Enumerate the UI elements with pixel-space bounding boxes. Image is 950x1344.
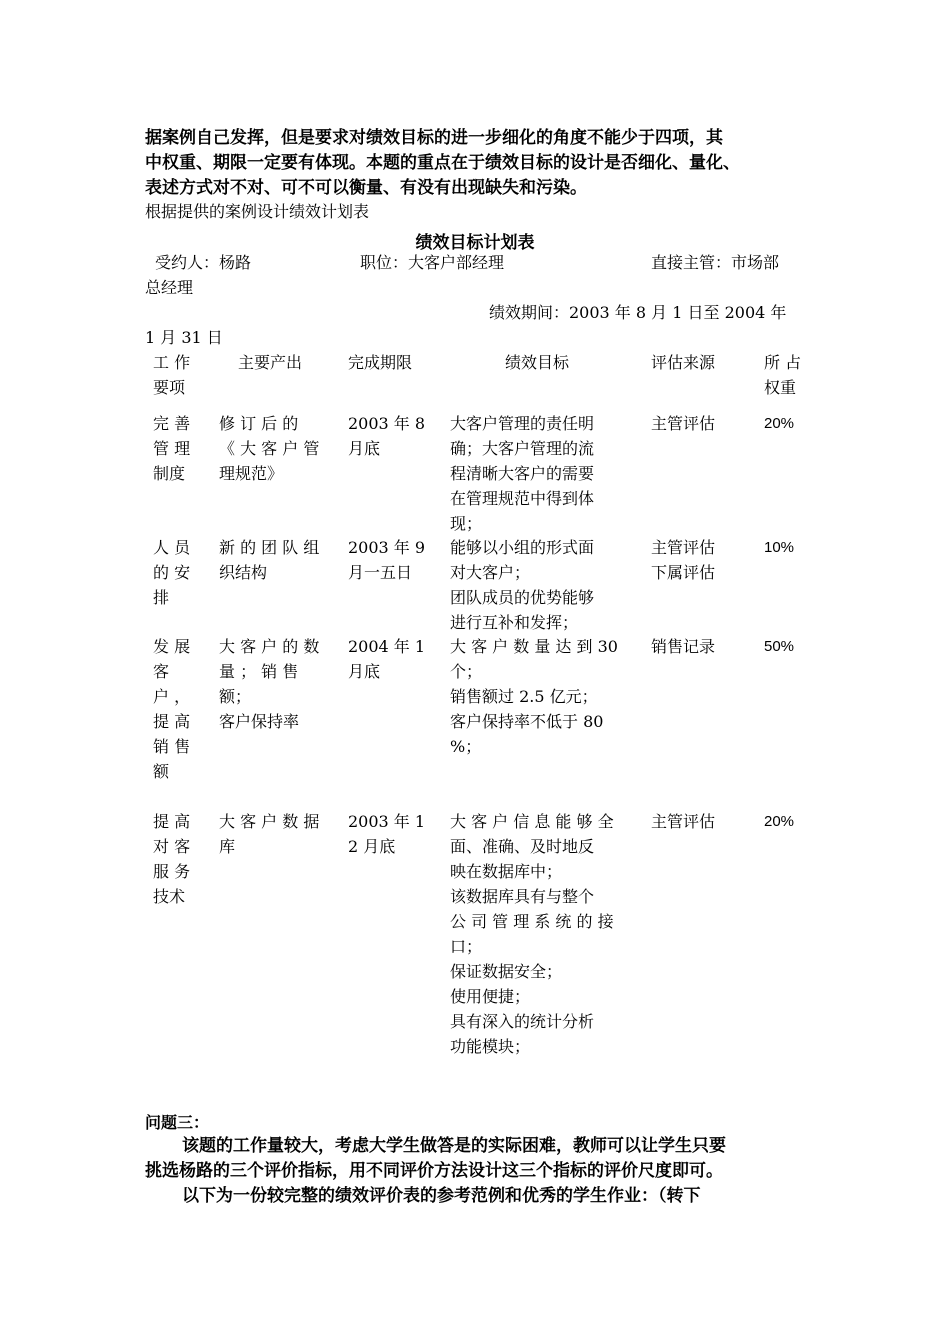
cell-output [219, 411, 331, 486]
cell-line: 提 高 [153, 812, 191, 831]
cell-weight: 10% [764, 539, 795, 556]
supervisor-label-cont: 总经理 [145, 278, 194, 297]
supervisor-label: 直接主管：市场部 [651, 253, 780, 272]
cell-line: 修 订 后 的 [219, 414, 299, 433]
header-item-line: 要项 [153, 378, 186, 397]
cell-goal [450, 535, 633, 635]
cell-line: 人 员 [153, 538, 191, 557]
cell-line: 的 安 [153, 563, 191, 582]
cell-line: 完 善 [153, 414, 191, 433]
question-line: 该题的工作量较大，考虑大学生做答是的实际困难，教师可以让学生只要 [182, 1136, 726, 1156]
cell-line: 发 展 [153, 637, 191, 656]
cell-line: 《 大 客 户 管 [219, 439, 320, 458]
cell-line: 大 客 户 数 据 [219, 812, 320, 831]
cell-line: 管 理 [153, 439, 191, 458]
cell-goal [450, 634, 633, 759]
cell-line: 主管评估 [651, 812, 716, 831]
cell-line: 口； [450, 937, 483, 956]
cell-line: 制度 [153, 464, 186, 483]
intro-line: 表述方式对不对、可不可以衡量、有没有出现缺失和污染。 [145, 178, 587, 198]
cell-line: 大 客 户 的 数 [219, 637, 320, 656]
cell-item [153, 411, 203, 486]
task-line: 根据提供的案例设计绩效计划表 [145, 202, 370, 221]
header-deadline: 完成期限 [348, 353, 413, 372]
cell-line: 额； [219, 687, 252, 706]
header-weight-line: 权重 [764, 378, 797, 397]
cell-line: 库 [219, 837, 236, 856]
cell-weight: 50% [764, 638, 795, 655]
cell-line: 确；大客户管理的流 [450, 439, 595, 458]
header-output: 主要产出 [238, 353, 303, 372]
cell-weight: 20% [764, 813, 795, 830]
cell-line: 量 ； 销 售 [219, 662, 299, 681]
period-label: 绩效期间：2003 年 8 月 1 日至 2004 年 [489, 303, 787, 322]
cell-line: 理规范》 [219, 464, 284, 483]
cell-source [651, 535, 741, 585]
cell-line: 服 务 [153, 862, 191, 881]
cell-weight: 20% [764, 415, 795, 432]
cell-line: 户 ， [153, 687, 191, 706]
cell-line: 主管评估 [651, 538, 716, 557]
header-item-line: 工 作 [153, 353, 191, 372]
header-goal: 绩效目标 [505, 353, 570, 372]
cell-line: 技术 [153, 887, 186, 906]
cell-line: %； [450, 737, 482, 756]
table-title: 绩效目标计划表 [415, 233, 535, 253]
recipient-label: 受约人：杨路 [155, 253, 252, 272]
cell-line: 月底 [348, 439, 381, 458]
cell-line: 大 客 户 数 量 达 到 30 [450, 637, 618, 656]
cell-line: 面、准确、及时地反 [450, 837, 595, 856]
cell-line: 额 [153, 762, 170, 781]
cell-line: 2003 年 9 [348, 538, 426, 557]
cell-line: 保证数据安全； [450, 962, 563, 981]
cell-line: 程清晰大客户的需要 [450, 464, 595, 483]
cell-line: 下属评估 [651, 563, 716, 582]
cell-line: 2003 年 1 [348, 812, 426, 831]
intro-paragraph [145, 126, 825, 201]
cell-line: 该数据库具有与整个 [450, 887, 595, 906]
cell-line: 大客户管理的责任明 [450, 414, 595, 433]
cell-source [651, 634, 741, 659]
cell-line: 能够以小组的形式面 [450, 538, 595, 557]
cell-line: 2004 年 1 [348, 637, 426, 656]
cell-line: 个； [450, 662, 483, 681]
cell-line: 具有深入的统计分析 [450, 1012, 595, 1031]
cell-output [219, 535, 331, 585]
cell-goal [450, 411, 633, 536]
cell-output [219, 634, 331, 734]
cell-line: 公 司 管 理 系 统 的 接 [450, 912, 614, 931]
header-item [153, 350, 203, 400]
cell-line: 主管评估 [651, 414, 716, 433]
cell-source [651, 809, 741, 834]
header-weight-line: 所 占 [764, 353, 802, 372]
header-source: 评估来源 [651, 353, 716, 372]
intro-line: 据案例自己发挥，但是要求对绩效目标的进一步细化的角度不能少于四项，其 [145, 128, 723, 148]
cell-line: 进行互补和发挥； [450, 613, 579, 632]
cell-line: 对 客 [153, 837, 191, 856]
question-label: 问题三： [145, 1113, 210, 1132]
question-line: 挑选杨路的三个评价指标，用不同评价方法设计这三个指标的评价尺度即可。 [145, 1161, 723, 1181]
cell-line: 客户保持率 [219, 712, 300, 731]
position-label: 职位：大客户部经理 [360, 253, 505, 272]
cell-line: 销售记录 [651, 637, 716, 656]
cell-line: 新 的 团 队 组 [219, 538, 320, 557]
cell-deadline [348, 634, 434, 684]
cell-line: 使用便捷； [450, 987, 531, 1006]
cell-item [153, 634, 203, 784]
cell-line: 销 售 [153, 737, 191, 756]
cell-line: 月底 [348, 662, 381, 681]
cell-line: 织结构 [219, 563, 268, 582]
cell-line: 提 高 [153, 712, 191, 731]
cell-line: 2 月底 [348, 837, 396, 856]
cell-line: 映在数据库中； [450, 862, 563, 881]
cell-item [153, 809, 203, 909]
cell-output [219, 809, 331, 859]
cell-line: 2003 年 8 [348, 414, 426, 433]
period-label-cont: 1 月 31 日 [145, 328, 223, 347]
cell-line: 销售额过 2.5 亿元； [450, 687, 598, 706]
cell-source [651, 411, 741, 436]
cell-goal [450, 809, 633, 1059]
cell-line: 功能模块； [450, 1037, 531, 1056]
cell-line: 大 客 户 信 息 能 够 全 [450, 812, 614, 831]
cell-line: 现； [450, 514, 483, 533]
question-line: 以下为一份较完整的绩效评价表的参考范例和优秀的学生作业：（转下 [182, 1186, 701, 1206]
cell-deadline [348, 535, 434, 585]
cell-line: 月一五日 [348, 563, 413, 582]
cell-deadline [348, 809, 434, 859]
cell-line: 客 [153, 662, 170, 681]
cell-line: 排 [153, 588, 170, 607]
cell-line: 在管理规范中得到体 [450, 489, 595, 508]
cell-item [153, 535, 203, 610]
cell-line: 团队成员的优势能够 [450, 588, 595, 607]
intro-line: 中权重、期限一定要有体现。本题的重点在于绩效目标的设计是否细化、量化、 [145, 153, 740, 173]
header-weight [764, 350, 824, 400]
cell-line: 客户保持率不低于 80 [450, 712, 604, 731]
cell-deadline [348, 411, 434, 461]
cell-line: 对大客户； [450, 563, 531, 582]
